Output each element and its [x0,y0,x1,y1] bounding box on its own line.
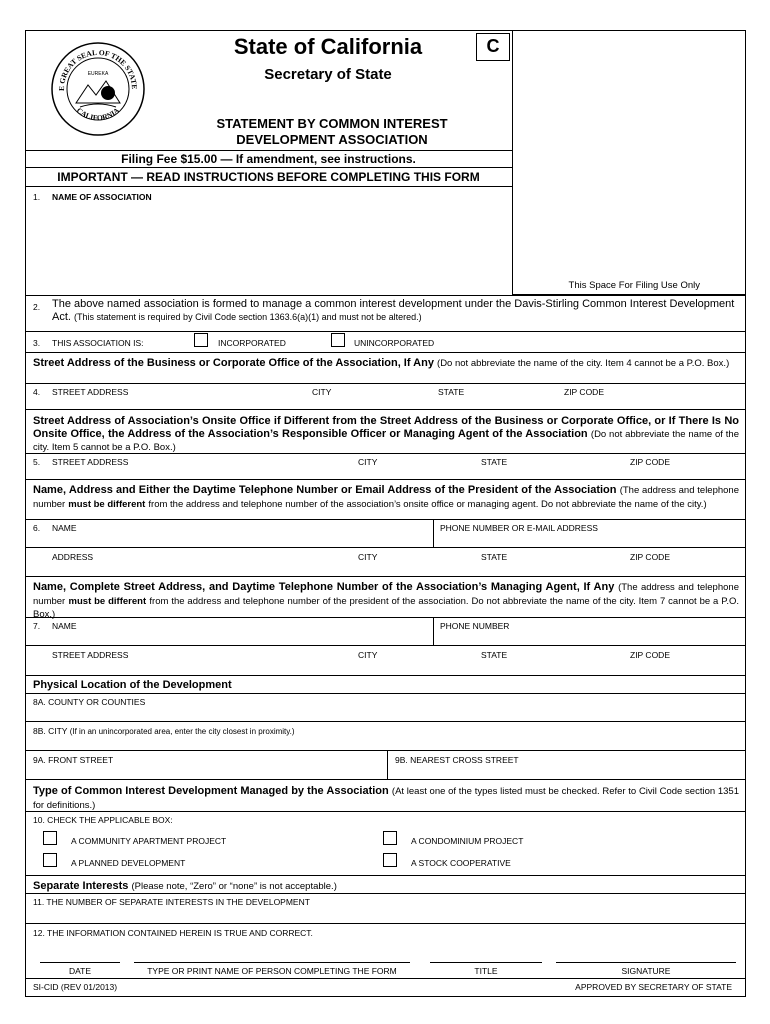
front-street-field[interactable] [27,766,385,778]
condominium-checkbox[interactable] [383,831,397,845]
item7-zip-label: ZIP CODE [630,650,670,660]
item4-state-label: STATE [438,387,465,397]
item6-state-label: STATE [481,552,508,562]
association-name-field[interactable] [27,204,511,294]
section6-note-c: from the address and telephone number of the association’s onsite office or managing agent. Do not abbreviate the name of the city.) [148,498,707,510]
section8-heading: Physical Location of the Development [33,679,232,691]
city-8b-text: 8B. CITY [33,726,68,736]
item12-label: 12. THE INFORMATION CONTAINED HEREIN IS TRUE AND CORRECT. [33,928,313,938]
svg-text:THE GREAT SEAL OF THE STATE OF: E GREAT SEAL OF THE STATE [56,47,140,91]
section7-heading [33,581,739,622]
section5-title: Street Address of Association’s Onsite Office if Different from the Street Address of the Business or Corporate Office, or If There Is No Onsite Office, the Address of the Association’s Responsible Officer or Managing Agent of the Association [33,415,739,440]
section10-note: (At least one of the types listed must be checked. Refer to Civil Code section 1351 for definitions.) [33,786,739,811]
item5-street-label: STREET ADDRESS [52,457,129,467]
signature-field[interactable] [556,944,736,962]
filing-fee: Filing Fee $15.00 — If amendment, see instructions. [121,152,416,166]
front-street-label: 9A. FRONT STREET [33,755,114,765]
section7-note-c: from the address and telephone number of the president of the association. Do not abbreviate the name of the city. Item 7 cannot be a P.O. Box.) [33,595,739,620]
section6-note-a: (The address and telephone number [33,485,740,510]
filing-use-box [512,30,746,295]
item5-num: 5. [33,457,41,467]
printed-name-field[interactable] [134,944,410,962]
section6-note-b: must be different [68,498,146,510]
city-8b-label [33,726,295,737]
printed-name-label: TYPE OR PRINT NAME OF PERSON COMPLETING THE FORM [147,966,397,976]
cross-street-label: 9B. NEAREST CROSS STREET [395,755,519,765]
title-field[interactable] [430,944,542,962]
title-label: TITLE [474,966,498,976]
section10-title: Type of Common Interest Development Managed by the Association [33,785,389,797]
president-name-field[interactable] [27,534,431,546]
president-address-field[interactable] [27,563,744,575]
section11-heading [33,880,337,892]
item2-text [52,298,738,324]
community-apartment-checkbox[interactable] [43,831,57,845]
item1-num: 1. [33,192,41,202]
section10-heading [33,785,739,812]
item2-statement: The above named association is formed to manage a common interest development under the Davis-Stirling Common Interest Development Act. [52,298,735,323]
doc-title-line1: STATEMENT BY COMMON INTEREST [216,116,448,131]
cross-street-field[interactable] [390,766,744,778]
unincorporated-label: UNINCORPORATED [354,338,435,348]
item3-label: THIS ASSOCIATION IS: [52,338,144,348]
stock-cooperative-label: A STOCK COOPERATIVE [411,858,511,868]
section11-note: (Please note, “Zero” or “none” is not acceptable.) [131,881,337,892]
item4-street-label: STREET ADDRESS [52,387,129,397]
condominium-label: A CONDOMINIUM PROJECT [411,836,524,846]
filing-use-text: This Space For Filing Use Only [568,280,700,291]
signature-label: SIGNATURE [621,966,671,976]
item2-note: (This statement is required by Civil Code section 1363.6(a)(1) and must not be altered.) [74,312,422,322]
item6-phone-label: PHONE NUMBER OR E-MAIL ADDRESS [440,523,598,533]
approved-by: APPROVED BY SECRETARY OF STATE [575,982,732,992]
date-field[interactable] [40,944,120,962]
svg-text:EUREKA: EUREKA [87,71,109,77]
city-8b-note: (If in an unincorporated area, enter the city closest in proximity.) [69,727,295,736]
item5-zip-label: ZIP CODE [630,457,670,467]
community-apartment-label: A COMMUNITY APARTMENT PROJECT [71,836,227,846]
item5-city-label: CITY [358,457,378,467]
section7-note-a: (The address and telephone number [33,582,739,607]
item4-city-label: CITY [312,387,332,397]
section4-heading [33,357,739,370]
state-seal [50,41,146,137]
section11-title: Separate Interests [33,880,129,892]
section5-heading [33,415,739,454]
section4-note: (Do not abbreviate the name of the city. Item 4 cannot be a P.O. Box.) [437,358,730,369]
agent-address-field[interactable] [27,661,744,673]
item6-zip-label: ZIP CODE [630,552,670,562]
item3-num: 3. [33,338,41,348]
date-label: DATE [68,966,92,976]
item1-label: NAME OF ASSOCIATION [52,192,152,202]
planned-development-checkbox[interactable] [43,853,57,867]
section6-title: Name, Address and Either the Daytime Telephone Number or Email Address of the President of the Association [33,484,617,496]
section7-title: Name, Complete Street Address, and Daytime Telephone Number of the Association’s Managing Agent, If Any [33,581,615,593]
doc-title-line2: DEVELOPMENT ASSOCIATION [236,132,428,147]
separate-interests-field[interactable] [27,908,744,922]
svg-text:CALIFORNIA: CALIFORNIA [74,105,122,123]
item7-name-label: NAME [52,621,77,631]
form-id: SI-CID (REV 01/2013) [33,982,118,992]
item7-state-label: STATE [481,650,508,660]
president-phone-field[interactable] [436,534,744,546]
item2-num: 2. [33,302,41,312]
item4-zip-label: ZIP CODE [564,387,604,397]
section5-note: (Do not abbreviate the name of the city. Item 5 cannot be a P.O. Box.) [33,429,739,453]
item7-street-label: STREET ADDRESS [52,650,129,660]
item7-num: 7. [33,621,41,631]
item6-num: 6. [33,523,41,533]
item7-phone-label: PHONE NUMBER [440,621,510,631]
item7-city-label: CITY [358,650,378,660]
section7-note-b: must be different [68,595,147,607]
section4-title: Street Address of the Business or Corporate Office of the Association, If Any [33,357,434,369]
item5-address-field[interactable] [27,468,744,478]
agent-name-field[interactable] [27,632,431,644]
item5-state-label: STATE [481,457,508,467]
item11-label: 11. THE NUMBER OF SEPARATE INTERESTS IN THE DEVELOPMENT [33,897,310,907]
city-8b-field[interactable] [27,737,744,749]
item10-label: 10. CHECK THE APPLICABLE BOX: [33,815,173,825]
item6-name-label: NAME [52,523,77,533]
item4-num: 4. [33,387,41,397]
unincorporated-checkbox[interactable] [331,333,345,347]
agent-phone-field[interactable] [436,632,744,644]
planned-development-label: A PLANNED DEVELOPMENT [71,858,186,868]
county-field[interactable] [27,708,744,720]
form-letter: C [486,36,500,56]
page-subtitle: Secretary of State [264,66,392,83]
stock-cooperative-checkbox[interactable] [383,853,397,867]
incorporated-label: INCORPORATED [218,338,286,348]
incorporated-checkbox[interactable] [194,333,208,347]
item4-address-field[interactable] [27,398,744,408]
county-label: 8A. COUNTY OR COUNTIES [33,697,146,707]
item6-city-label: CITY [358,552,378,562]
section6-heading [33,484,739,511]
important-notice: IMPORTANT — READ INSTRUCTIONS BEFORE COMPLETING THIS FORM [57,170,480,184]
item6-address-label: ADDRESS [52,552,94,562]
page-title: State of California [233,34,423,59]
